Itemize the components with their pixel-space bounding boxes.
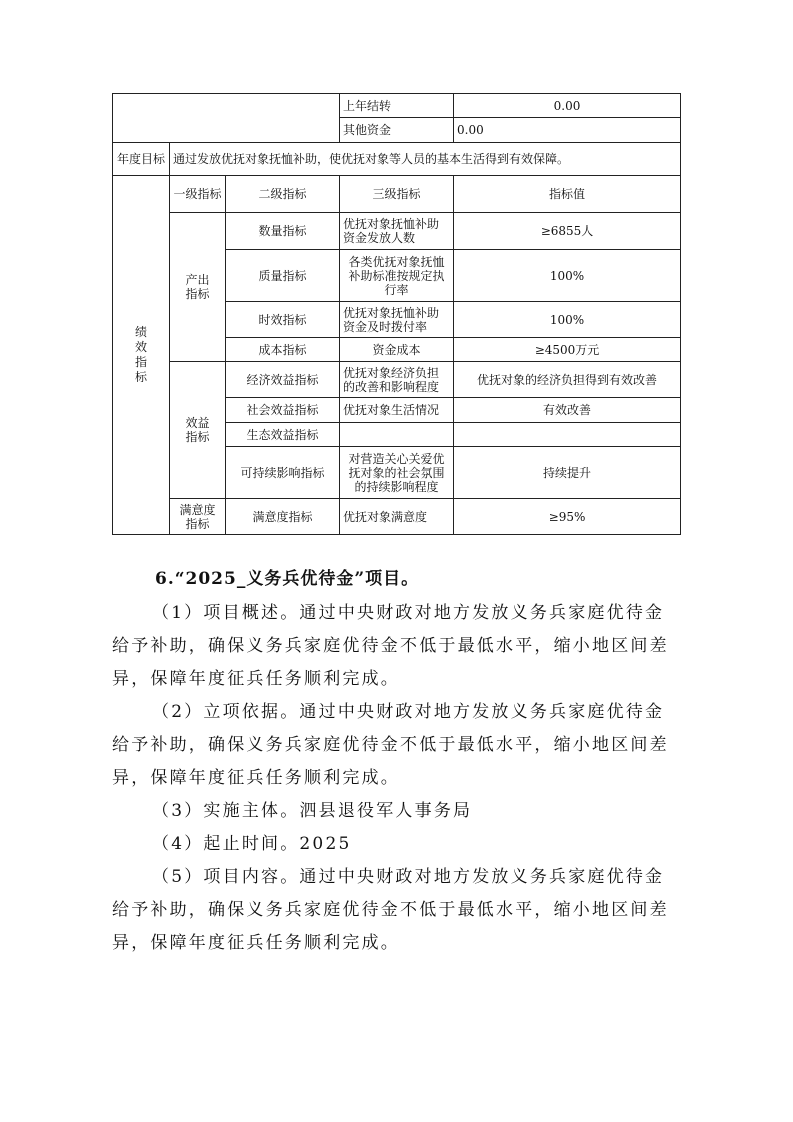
section-heading: 6.“2025_义务兵优待金”项目。 [155,569,420,589]
level2-cell: 经济效益指标 [226,362,340,398]
value-cell: ≥4500万元 [454,338,681,362]
funding-value: 0.00 [454,118,681,143]
annual-goal-row [113,143,681,176]
value-cell: 100% [454,302,681,338]
header-level3: 三级指标 [340,176,454,213]
annual-goal-text: 通过发放优抚对象抚恤补助，使优抚对象等人员的基本生活得到有效保障。 [170,143,681,176]
level3-cell: 对营造关心关爱优抚对象的社会氛围的持续影响程度 [340,447,454,499]
level1-benefit [170,362,226,499]
paragraph-content: （5）项目内容。通过中央财政对地方发放义务兵家庭优待金给予补助，确保义务兵家庭优待金不低于最低水平，缩小地区间差异，保障年度征兵任务顺利完成。 [112,867,669,953]
level3-cell: 各类优抚对象抚恤补助标准按规定执行率 [340,250,454,302]
value-cell: ≥6855人 [454,213,681,250]
level3-cell: 资金成本 [340,338,454,362]
level2-cell: 社会效益指标 [226,398,340,423]
level2-cell: 可持续影响指标 [226,447,340,499]
header-level1: 一级指标 [170,176,226,213]
level2-cell: 时效指标 [226,302,340,338]
funding-label: 上年结转 [340,94,454,118]
funding-value: 0.00 [454,94,681,118]
level3-cell: 优抚对象生活情况 [340,398,454,423]
level1-satisfaction-text: 满意度指标 [179,502,216,531]
blank-cell [113,94,340,143]
level1-output-text: 产出指标 [185,273,210,301]
level3-cell: 优抚对象抚恤补助资金及时拨付率 [340,302,454,338]
level2-cell: 满意度指标 [226,499,340,535]
value-cell: 100% [454,250,681,302]
value-cell: ≥95% [454,499,681,535]
level3-cell: 优抚对象经济负担的改善和影响程度 [340,362,454,398]
paragraph-period: （4）起止时间。2025 [152,834,352,854]
paragraph-basis: （2）立项依据。通过中央财政对地方发放义务兵家庭优待金给予补助，确保义务兵家庭优待金不低于最低水平，缩小地区间差异，保障年度征兵任务顺利完成。 [112,702,669,788]
level3-cell [340,423,454,447]
indicator-row [113,213,681,250]
indicator-header-row [113,176,681,213]
indicator-row [113,362,681,398]
performance-label [113,176,170,535]
section-body [112,597,682,960]
value-cell [454,423,681,447]
level1-benefit-text: 效益指标 [185,416,210,444]
paragraph-overview: （1）项目概述。通过中央财政对地方发放义务兵家庭优待金给予补助，确保义务兵家庭优待金不低于最低水平，缩小地区间差异，保障年度征兵任务顺利完成。 [112,603,669,689]
level2-cell: 数量指标 [226,213,340,250]
indicator-row [113,499,681,535]
header-value: 指标值 [454,176,681,213]
value-cell: 持续提升 [454,447,681,499]
value-cell: 优抚对象的经济负担得到有效改善 [454,362,681,398]
annual-goal-label: 年度目标 [113,143,170,176]
header-level2: 二级指标 [226,176,340,213]
funding-row [113,94,681,118]
value-cell: 有效改善 [454,398,681,423]
performance-table-container [112,93,681,535]
level3-cell: 优抚对象抚恤补助资金发放人数 [340,213,454,250]
level1-satisfaction [170,499,226,535]
performance-table [112,93,681,535]
level1-output [170,213,226,362]
level2-cell: 质量指标 [226,250,340,302]
performance-label-text: 绩效指标 [134,325,147,384]
level2-cell: 成本指标 [226,338,340,362]
level2-cell: 生态效益指标 [226,423,340,447]
level3-cell: 优抚对象满意度 [340,499,454,535]
paragraph-implementer: （3）实施主体。泗县退役军人事务局 [152,801,473,821]
funding-label: 其他资金 [340,118,454,143]
